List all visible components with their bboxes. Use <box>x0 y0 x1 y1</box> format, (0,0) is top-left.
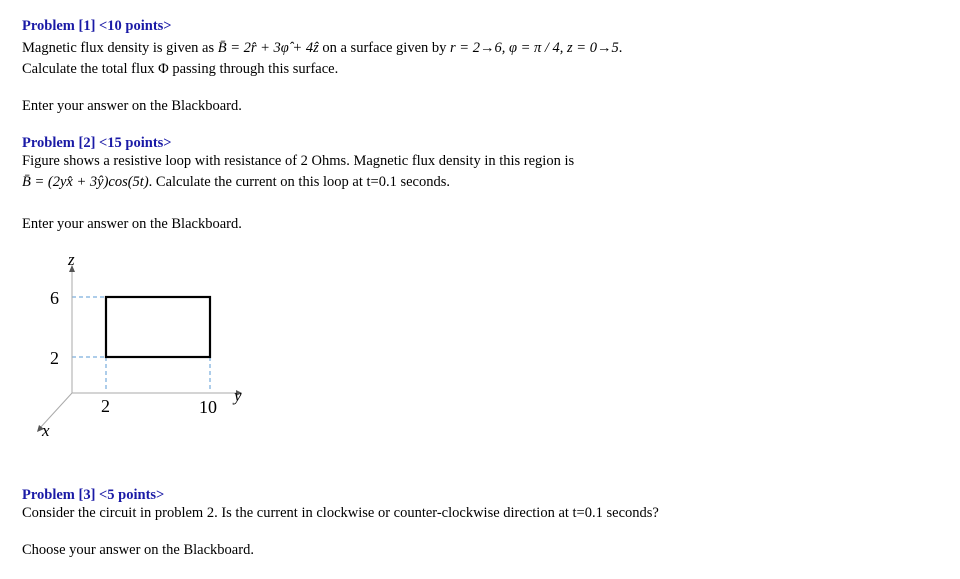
problem-1-title: Problem [1] <10 points> <box>22 18 172 34</box>
problem-2-title: Problem [2] <15 points> <box>22 135 172 151</box>
problem-1-field-equation: B̄ = 2r̂ + 3φ̂ + 4ẑ <box>217 40 319 56</box>
problem-1-text-a: Magnetic flux density is given as <box>22 40 218 56</box>
problem-1-statement <box>22 38 622 59</box>
problem-3-title: Problem [3] <5 points> <box>22 487 165 503</box>
problem-1-text-c: . <box>618 40 623 56</box>
problem-1-instruction: Enter your answer on the Blackboard. <box>22 98 242 114</box>
tick-z-2: 2 <box>50 348 59 368</box>
problem-3-instruction: Choose your answer on the Blackboard. <box>22 542 254 558</box>
x-axis-label: x <box>42 421 50 440</box>
problem-2-instruction: Enter your answer on the Blackboard. <box>22 216 242 232</box>
problem-3-question: Consider the circuit in problem 2. Is the current in clockwise or counter-clockwise direction at t=0.1 seconds? <box>22 505 659 521</box>
tick-z-6: 6 <box>50 288 59 308</box>
problem-2-question <box>22 172 450 193</box>
problem-1-text-b: on a surface given by <box>318 40 451 56</box>
y-axis-label: y <box>234 386 242 405</box>
problem-2-statement: Figure shows a resistive loop with resistance of 2 Ohms. Magnetic flux density in this region is <box>22 153 575 169</box>
tick-y-2: 2 <box>101 396 110 416</box>
z-axis-label: z <box>68 250 75 269</box>
resistive-loop <box>106 297 210 357</box>
problem-1-question: Calculate the total flux Φ passing through this surface. <box>22 61 339 77</box>
loop-figure <box>20 248 270 448</box>
problem-1-surface-equation: r = 2→6, φ = π / 4, z = 0→5 <box>450 40 619 56</box>
problem-2-text: . Calculate the current on this loop at t=0.1 seconds. <box>148 174 450 190</box>
problem-2-field-equation: B̄ = (2yx̂ + 3ŷ)cos(5t) <box>22 174 149 190</box>
tick-y-10: 10 <box>199 397 217 417</box>
